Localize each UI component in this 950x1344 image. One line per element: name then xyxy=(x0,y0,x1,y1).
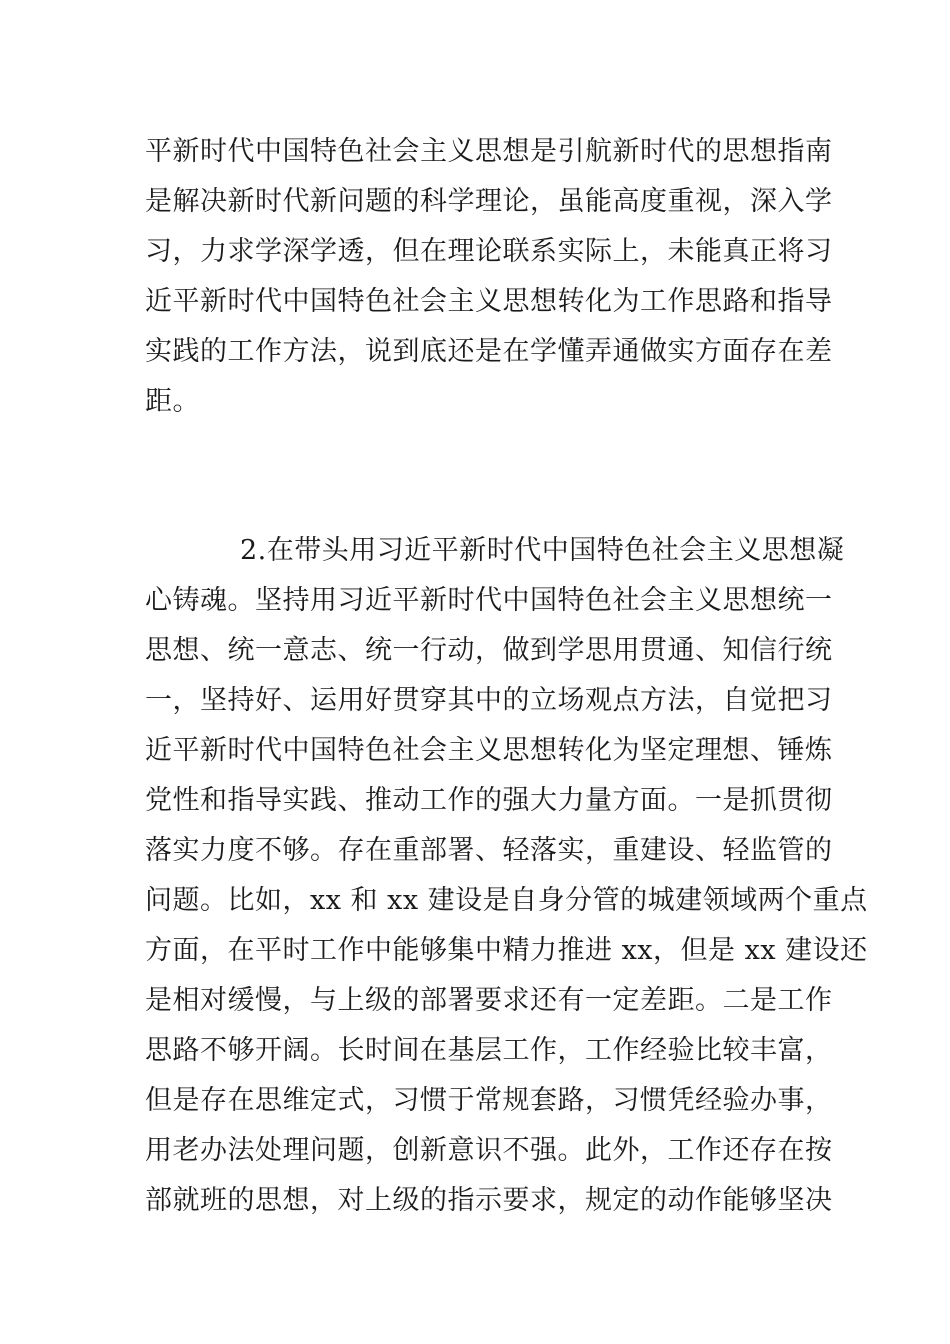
paragraph-line: 落实力度不够。存在重部署、轻落实，重建设、轻监管的 xyxy=(145,835,833,866)
paragraph-line: 部就班的思想，对上级的指示要求，规定的动作能够坚决 xyxy=(145,1185,833,1216)
paragraph-line: 是相对缓慢，与上级的部署要求还有一定差距。二是工作 xyxy=(145,985,833,1016)
paragraph-line: 一，坚持好、运用好贯穿其中的立场观点方法，自觉把习 xyxy=(145,685,833,716)
paragraph-line: 思路不够开阔。长时间在基层工作，工作经验比较丰富， xyxy=(145,1035,833,1066)
paragraph-line: 近平新时代中国特色社会主义思想转化为坚定理想、锤炼 xyxy=(145,735,833,766)
paragraph-line: 思想、统一意志、统一行动，做到学思用贯通、知信行统 xyxy=(145,635,833,666)
paragraph-2 xyxy=(145,526,868,1226)
paragraph-heading-line: 2.在带头用习近平新时代中国特色社会主义思想凝 xyxy=(240,535,845,566)
paragraph-line: 近平新时代中国特色社会主义思想转化为工作思路和指导 xyxy=(145,286,833,317)
paragraph-line: 距。 xyxy=(145,386,200,417)
paragraph-line: 心铸魂。坚持用习近平新时代中国特色社会主义思想统一 xyxy=(145,585,833,616)
paragraph-line: 用老办法处理问题，创新意识不强。此外，工作还存在按 xyxy=(145,1135,833,1166)
paragraph-1 xyxy=(145,127,833,427)
paragraph-line: 平新时代中国特色社会主义思想是引航新时代的思想指南 xyxy=(145,136,833,167)
paragraph-line: 是解决新时代新问题的科学理论，虽能高度重视，深入学 xyxy=(145,186,833,217)
paragraph-line: 实践的工作方法，说到底还是在学懂弄通做实方面存在差 xyxy=(145,336,833,367)
paragraph-line: 习，力求学深学透，但在理论联系实际上，未能真正将习 xyxy=(145,236,833,267)
paragraph-line: 党性和指导实践、推动工作的强大力量方面。一是抓贯彻 xyxy=(145,785,833,816)
paragraph-line: 问题。比如，xx 和 xx 建设是自身分管的城建领域两个重点 xyxy=(145,885,868,916)
paragraph-line: 方面，在平时工作中能够集中精力推进 xx，但是 xx 建设还 xyxy=(145,935,868,966)
paragraph-line: 但是存在思维定式，习惯于常规套路，习惯凭经验办事， xyxy=(145,1085,833,1116)
